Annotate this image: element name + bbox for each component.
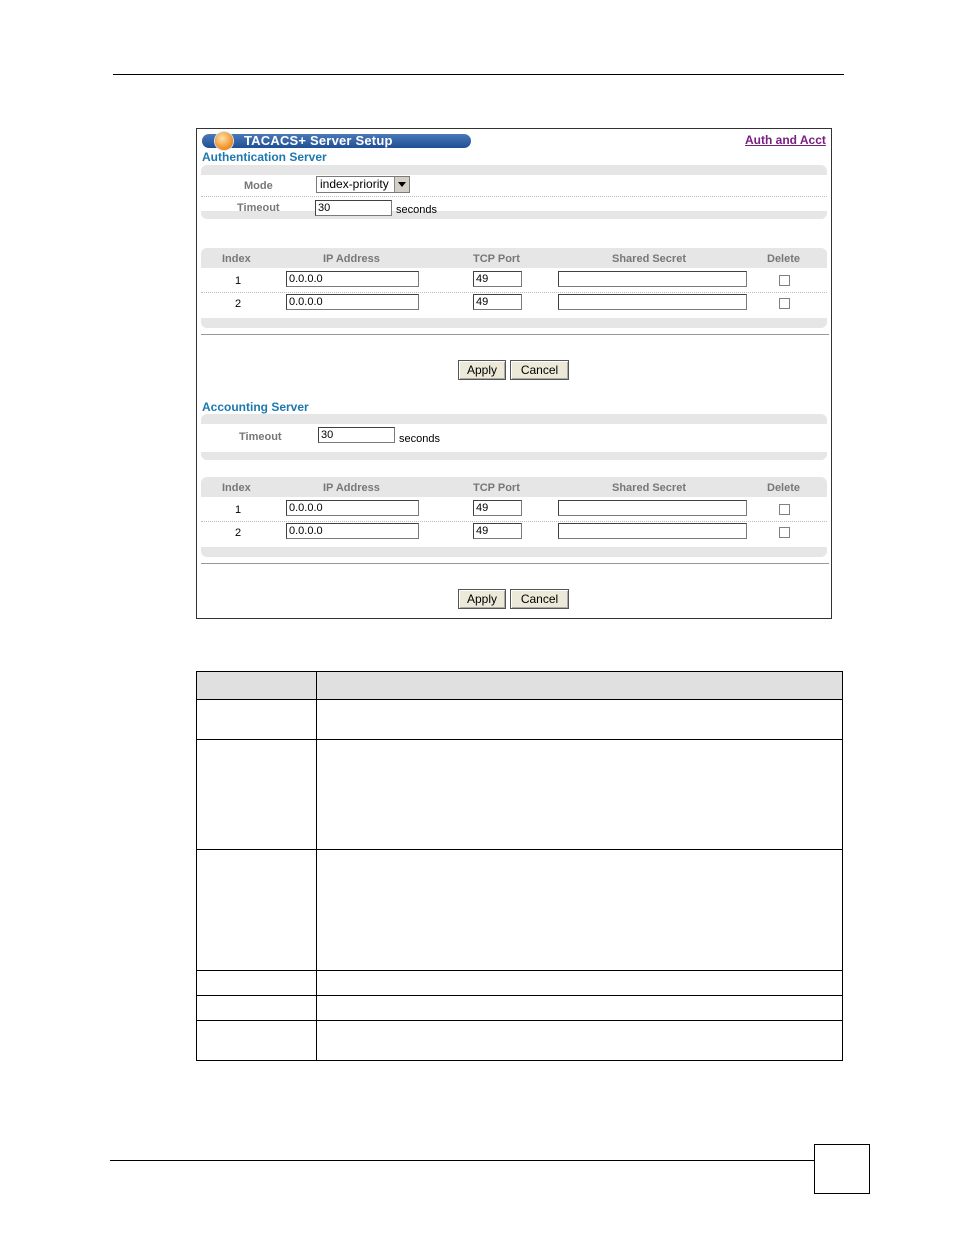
table-row [197, 971, 843, 996]
footer-rule [110, 1160, 815, 1161]
acct-row-2-secret-input[interactable] [558, 523, 747, 539]
auth-cancel-button[interactable]: Cancel [510, 360, 569, 380]
description-table [196, 671, 843, 1061]
acct-cancel-button[interactable]: Cancel [510, 589, 569, 609]
acct-server-heading: Accounting Server [202, 400, 309, 414]
auth-apply-button[interactable]: Apply [458, 360, 506, 380]
auth-row-2-ip-input[interactable]: 0.0.0.0 [286, 294, 419, 310]
table-row [197, 996, 843, 1021]
col-ip-address: IP Address [323, 482, 380, 494]
auth-row-2-index: 2 [235, 298, 242, 310]
header-cell [317, 672, 843, 700]
auth-row-2-port-input[interactable]: 49 [473, 294, 522, 310]
acct-timeout-unit: seconds [399, 433, 440, 445]
auth-row-1-secret-input[interactable] [558, 271, 747, 287]
tacacs-screenshot [196, 128, 832, 619]
header-rule [113, 74, 844, 75]
acct-settings-panel [201, 414, 827, 460]
table-row [197, 1021, 843, 1061]
divider [201, 292, 827, 293]
divider [201, 521, 827, 522]
divider [201, 563, 829, 564]
col-delete: Delete [767, 482, 801, 494]
col-shared-secret: Shared Secret [612, 253, 686, 265]
auth-row-1-ip-input[interactable]: 0.0.0.0 [286, 271, 419, 287]
auth-row-1-index: 1 [235, 275, 242, 287]
acct-timeout-input[interactable]: 30 [318, 427, 395, 443]
page-number-box [814, 1144, 870, 1194]
title-bar [202, 134, 471, 148]
col-delete: Delete [767, 253, 801, 265]
mode-select[interactable] [316, 176, 410, 193]
header-cell [197, 672, 317, 700]
divider [201, 196, 827, 197]
acct-row-1-port-input[interactable]: 49 [473, 500, 522, 516]
acct-row-1-secret-input[interactable] [558, 500, 747, 516]
screen-title: TACACS+ Server Setup [244, 133, 393, 148]
acct-apply-button[interactable]: Apply [458, 589, 506, 609]
divider [201, 334, 829, 335]
auth-timeout-label: Timeout [237, 202, 280, 214]
table-row [197, 700, 843, 740]
table-row [197, 850, 843, 971]
auth-row-2-delete-checkbox[interactable] [779, 298, 790, 309]
acct-row-2-port-input[interactable]: 49 [473, 523, 522, 539]
col-tcp-port: TCP Port [473, 482, 520, 494]
auth-timeout-input[interactable]: 30 [315, 200, 392, 216]
col-index: Index [222, 253, 251, 265]
acct-row-2-ip-input[interactable]: 0.0.0.0 [286, 523, 419, 539]
table-header-row [197, 672, 843, 700]
auth-server-heading: Authentication Server [202, 150, 327, 164]
auth-settings-panel [201, 165, 827, 219]
acct-row-1-delete-checkbox[interactable] [779, 504, 790, 515]
orange-bullet-icon [215, 132, 233, 150]
acct-row-1-ip-input[interactable]: 0.0.0.0 [286, 500, 419, 516]
auth-row-2-secret-input[interactable] [558, 294, 747, 310]
col-tcp-port: TCP Port [473, 253, 520, 265]
chevron-down-icon[interactable] [394, 177, 409, 192]
auth-timeout-unit: seconds [396, 204, 437, 216]
acct-row-2-index: 2 [235, 527, 242, 539]
mode-label: Mode [244, 180, 273, 192]
auth-and-acct-link[interactable]: Auth and Acct [745, 133, 826, 147]
col-index: Index [222, 482, 251, 494]
col-shared-secret: Shared Secret [612, 482, 686, 494]
table-row [197, 740, 843, 850]
mode-select-value: index-priority [320, 177, 389, 191]
auth-row-1-delete-checkbox[interactable] [779, 275, 790, 286]
acct-timeout-label: Timeout [239, 431, 282, 443]
auth-row-1-port-input[interactable]: 49 [473, 271, 522, 287]
acct-row-2-delete-checkbox[interactable] [779, 527, 790, 538]
col-ip-address: IP Address [323, 253, 380, 265]
acct-row-1-index: 1 [235, 504, 242, 516]
